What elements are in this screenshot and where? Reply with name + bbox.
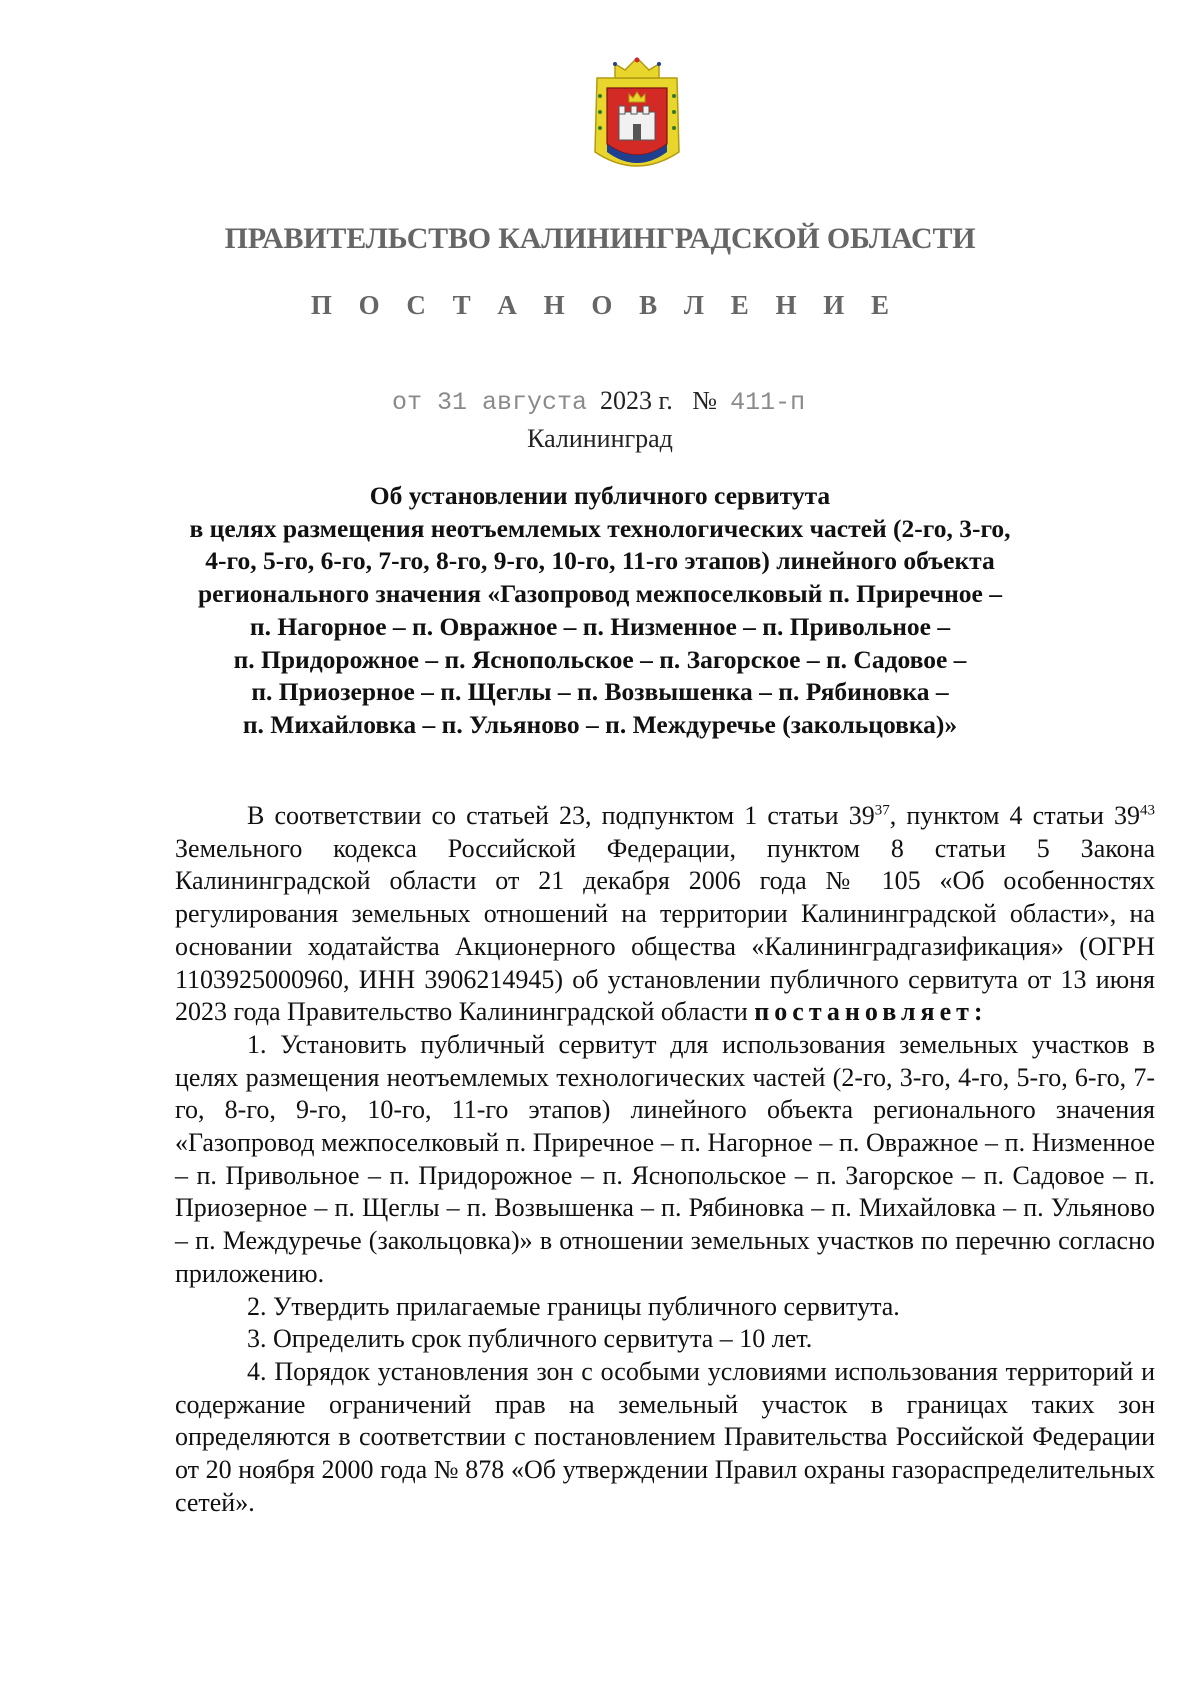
- subject-line: Об установлении публичного сервитута: [369, 481, 831, 510]
- clause-paragraph: 4. Порядок установления зон с особыми условиями использования территорий и содержание ограничений прав на земельный участок в границах таких зон определяются в соответствии с постановлением Правительства Российской Федерации от 20 ноября 2000 года № 878 «Об утверждении Правил охраны газораспределительных сетей».: [175, 1356, 1155, 1517]
- subject-line: 4-го, 5-го, 6-го, 7-го, 8-го, 9-го, 10-го, 11-го этапов) линейного объекта: [205, 546, 995, 576]
- clause-paragraph: 1. Установить публичный сервитут для использования земельных участков в целях размещения неотъемлемых технологических частей (2-го, 3-го, 4-го, 5-го, 6-го, 7-го, 8-го, 9-го, 10-го, 11-го этапов) линейного объекта регионального значения «Газопровод межпоселковый п. Приречное – п. Нагорное – п. Овражное – п. Низменное – п. Привольное – п. Придорожное – п. Яснопольское – п. Загорское – п. Садовое – п. Приозерное – п. Щеглы – п. Возвышенка – п. Рябиновка – п. Михайловка – п. Ульяново – п. Междуречье (закольцовка)» в отношении земельных участков по перечню согласно приложению.: [175, 1029, 1155, 1288]
- document-number: 411-п: [730, 388, 806, 417]
- intro-text: Земельного кодекса Российской Федерации, пунктом 8 статьи 5 Закона Калининградской области от 21 декабря 2006 года № 105 «Об особенностях регулирования земельных отношений на территории Калининградской области», на основании ходатайства Акционерного общества «Калининградгазификация» (ОГРН 1103925000960, ИНН 3906214945) об установлении публичного сервитута от 13 июня 2023 года Правительство Калининградской области: [175, 833, 1155, 1027]
- number-sign: №: [692, 386, 718, 415]
- subject-line: регионального значения «Газопровод межпоселковый п. Приречное –: [198, 579, 1002, 609]
- decree-word: постановляет:: [754, 997, 988, 1027]
- coat-of-arms-emblem: [585, 56, 689, 180]
- subject-line: в целях размещения неотъемлемых технологических частей (2-го, 3-го,: [189, 513, 1011, 543]
- organization-title: ПРАВИТЕЛЬСТВО КАЛИНИНГРАДСКОЙ ОБЛАСТИ: [224, 222, 976, 255]
- document-type: П О С Т А Н О В Л Е Н И Е: [310, 290, 900, 320]
- clause-paragraph: 3. Определить срок публичного сервитута – 10 лет.: [247, 1324, 813, 1354]
- intro-paragraph: [175, 800, 1155, 1029]
- subject-line: п. Придорожное – п. Яснопольское – п. Загорское – п. Садовое –: [233, 644, 967, 674]
- date-stamp: от 31 августа: [392, 388, 588, 417]
- document-body: [175, 800, 1155, 1519]
- clause-paragraph: 2. Утвердить прилагаемые границы публичного сервитута.: [247, 1291, 900, 1321]
- date-number-line: [392, 386, 805, 417]
- intro-text: , пунктом 4 статьи 39: [889, 801, 1140, 830]
- subject-line: п. Михайловка – п. Ульяново – п. Междуречье (закольцовка)»: [242, 709, 958, 739]
- city-name: Калининград: [527, 424, 673, 453]
- document-subject: [170, 480, 1030, 742]
- document-year: 2023 г.: [600, 386, 673, 415]
- subject-line: п. Приозерное – п. Щеглы – п. Возвышенка – п. Рябиновка –: [251, 677, 949, 707]
- subject-line: п. Нагорное – п. Овражное – п. Низменное – п. Привольное –: [249, 611, 951, 641]
- intro-text: В соответствии со статьей 23, подпунктом 1 статьи 39: [247, 801, 875, 830]
- superscript: 43: [1140, 802, 1155, 819]
- coat-of-arms-icon: [585, 56, 689, 180]
- superscript: 37: [874, 802, 890, 819]
